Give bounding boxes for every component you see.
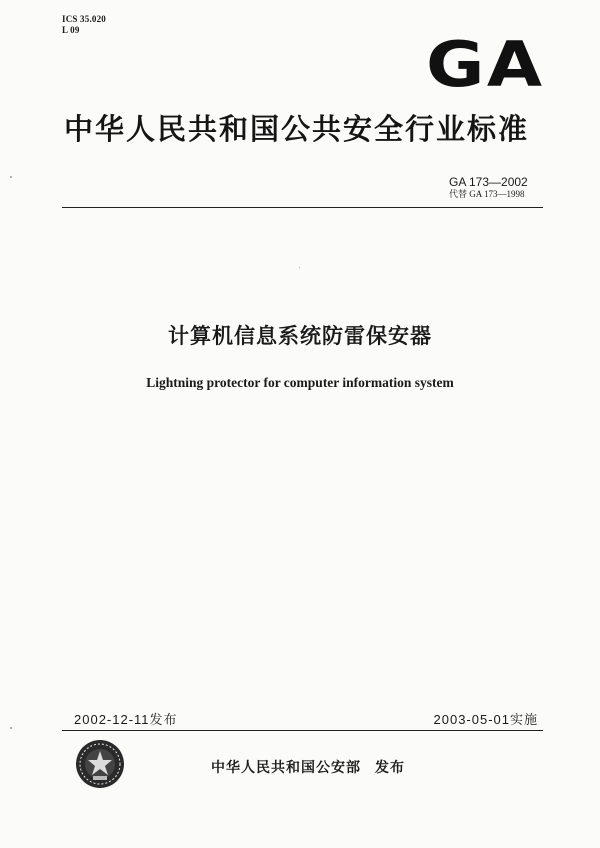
implementation-date: 2003-05-01实施 xyxy=(433,712,538,727)
bottom-divider xyxy=(62,730,543,731)
scan-speck xyxy=(10,727,12,729)
issue-date: 2002-12-11发布 xyxy=(74,712,178,727)
organization-title: 中华人民共和国公共安全行业标准 xyxy=(64,112,530,146)
ga-logo: GA xyxy=(426,28,545,101)
ics-code: ICS 35.020 xyxy=(62,14,107,24)
standard-number: GA 173—2002 xyxy=(449,175,528,189)
replaces-standard: 代替 GA 173—1998 xyxy=(449,189,525,199)
top-divider xyxy=(62,207,543,208)
document-title-chinese: 计算机信息系统防雷保安器 xyxy=(168,324,432,348)
publisher-action: 发布 xyxy=(375,760,405,776)
publisher-name: 中华人民共和国公安部 xyxy=(211,760,361,776)
class-code: L 09 xyxy=(62,25,80,35)
scan-speck xyxy=(10,176,12,178)
classification-codes xyxy=(62,14,106,36)
publisher xyxy=(211,760,405,777)
scan-speck xyxy=(299,267,300,268)
ministry-seal-icon xyxy=(74,738,126,790)
document-title-english: Lightning protector for computer information system xyxy=(146,375,454,390)
